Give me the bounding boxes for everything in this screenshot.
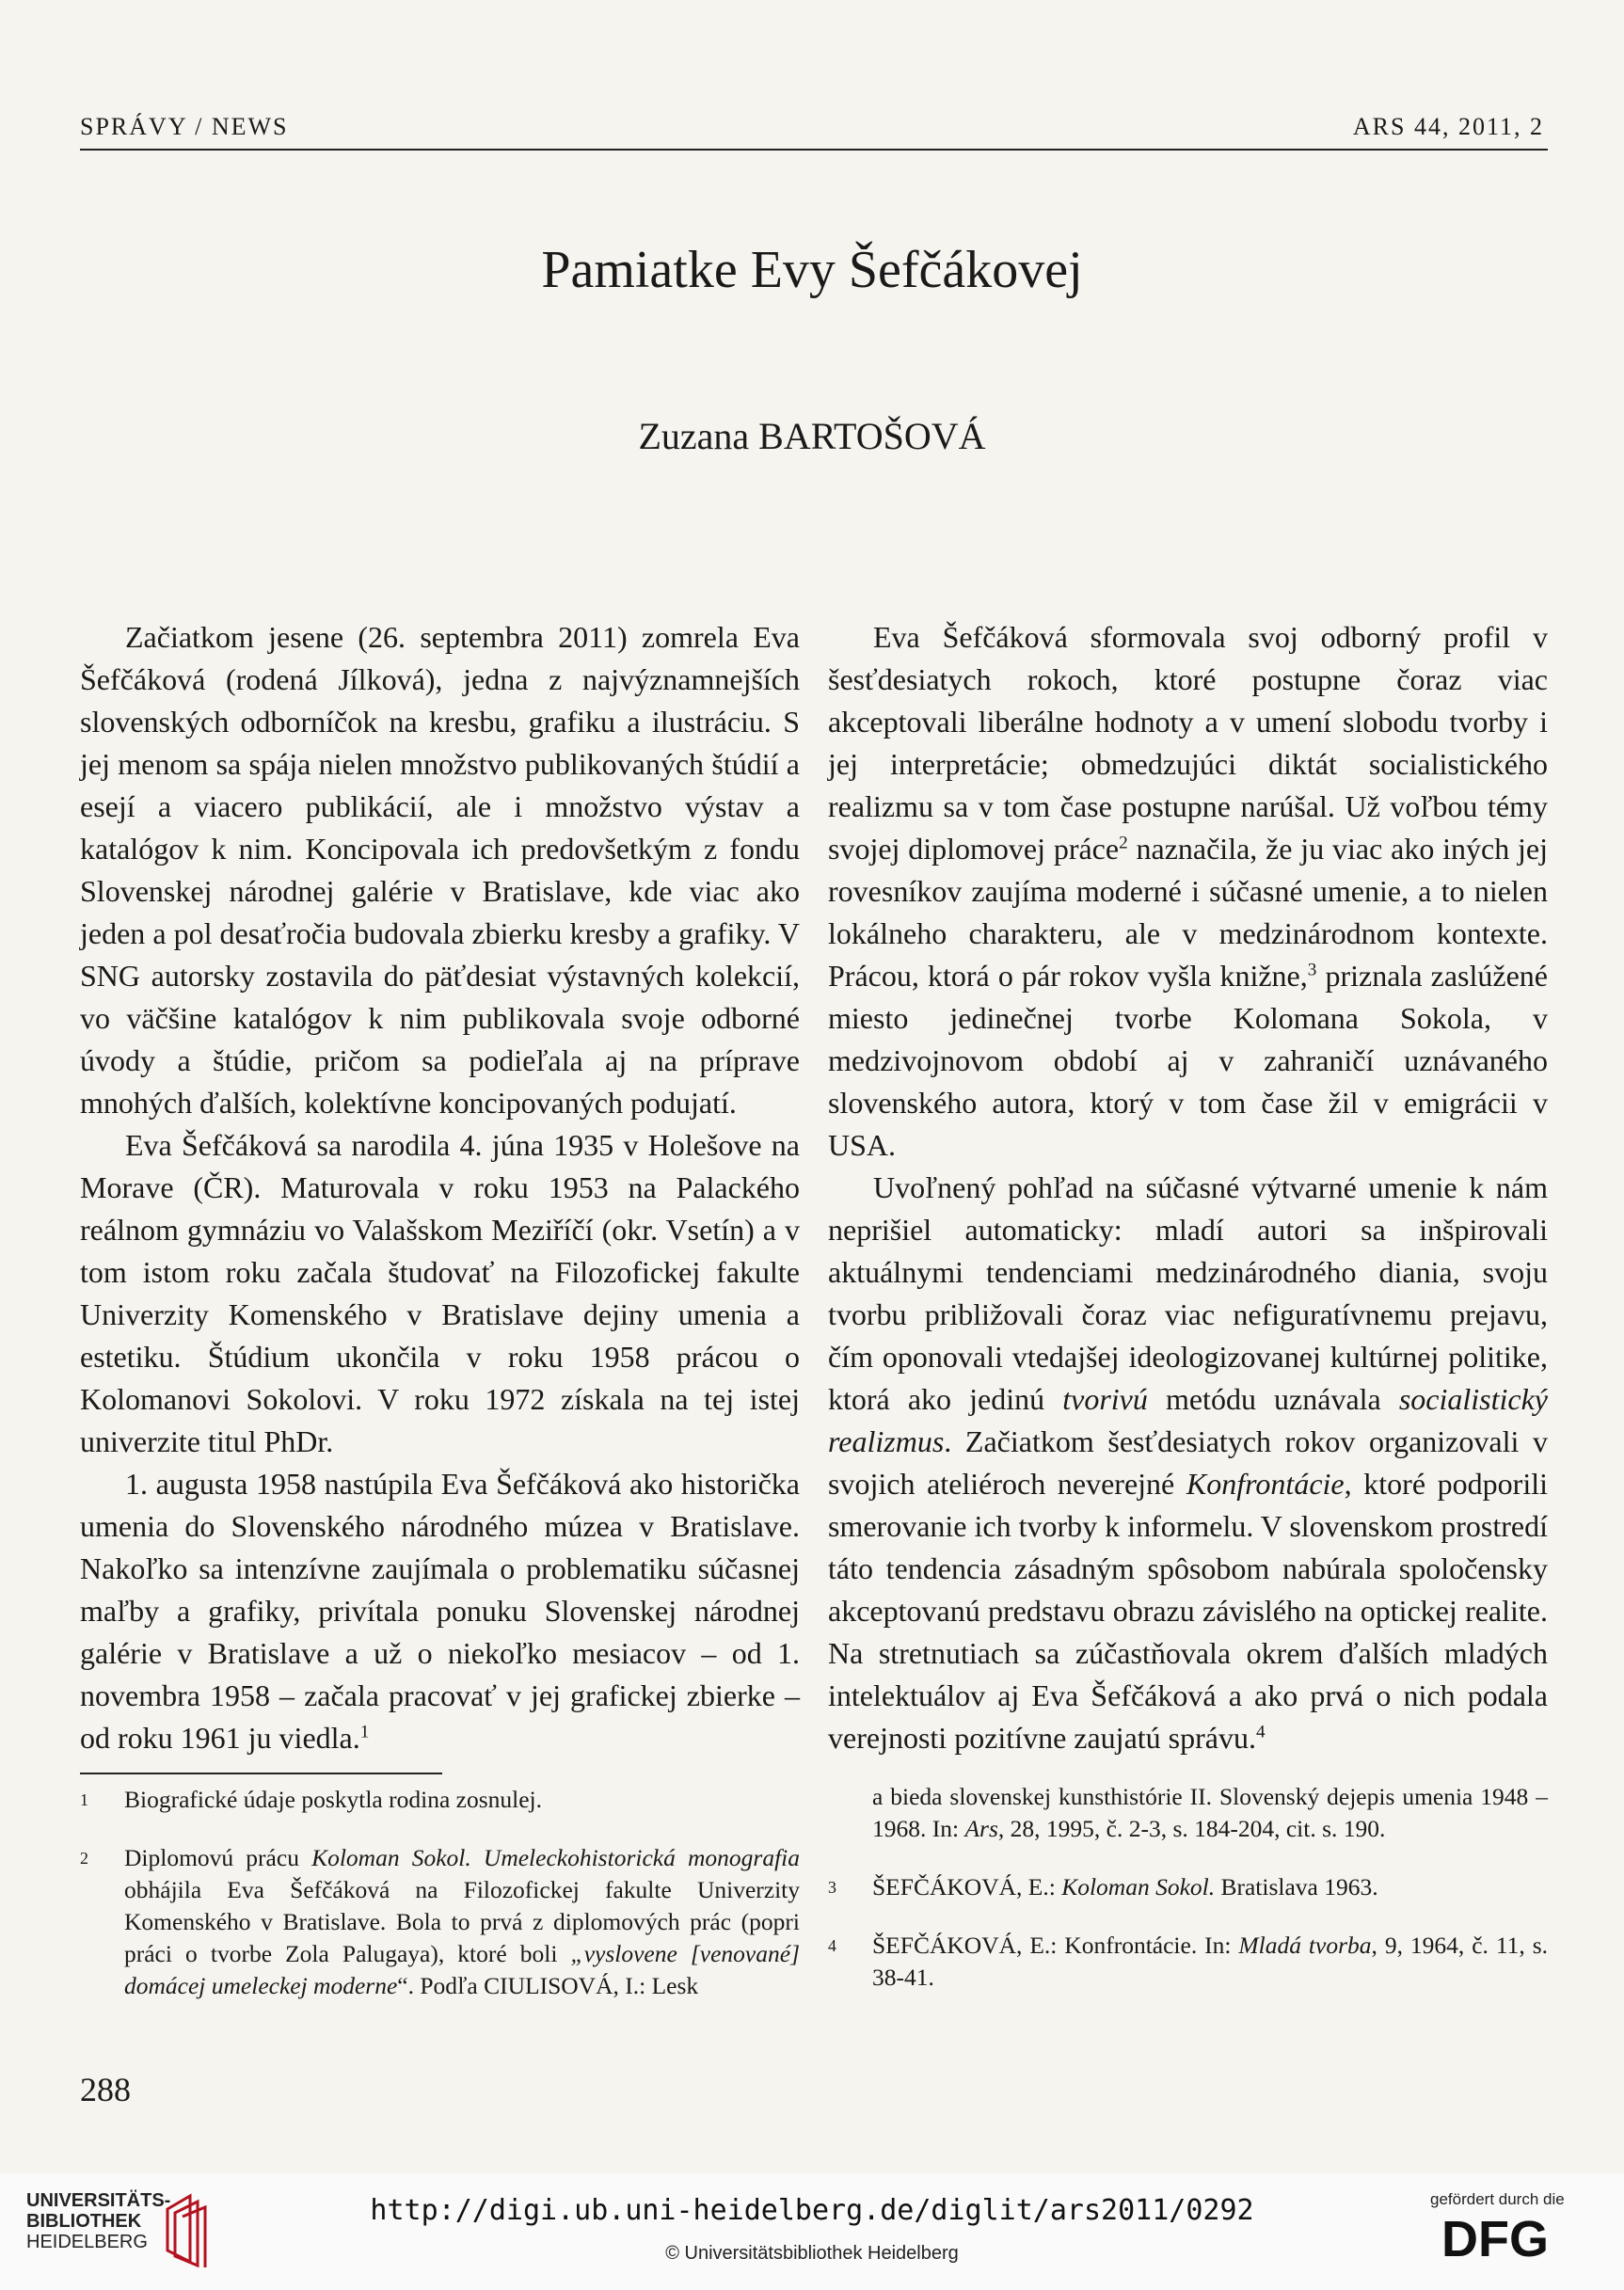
copyright-notice: © Universitätsbibliothek Heidelberg	[665, 2243, 959, 2264]
footnote-4: 4 ŠEFČÁKOVÁ, E.: Konfrontácie. In: Mladá tvorba, 9, 1964, č. 11, s. 38-41.	[828, 1932, 1548, 1991]
paragraph: Začiatkom jesene (26. septembra 2011) zomrela Eva Šefčáková (rodená Jílková), jedna z najvýznamnejších slovenských odborníčok na kresbu, grafiku a ilustráciu. S jej menom sa spája nielen množstvo publikovaných štúdií a esejí a viacero publikácií, ale i množstvo výstav a katalógov k nim. Koncipovala ich predovšetkým z fondu Slovenskej národnej galérie v Bratislave, kde viac ako jeden a pol desaťročia budovala zbierku kresby a grafiky. V SNG autorsky zostavila do päťdesiat výstavných kolekcií, vo väčšine katalógov k nim publikovala svoje odborné úvody a štúdie, pričom sa podieľala aj na príprave mnohých ďalších, kolektívne koncipovaných podujatí.	[80, 620, 800, 1120]
source-url-link[interactable]: http://digi.ub.uni-heidelberg.de/diglit/ars2011/0292	[370, 2194, 1254, 2227]
footnote-ref[interactable]: 3	[1307, 960, 1317, 980]
header-rule	[80, 149, 1548, 151]
library-logo[interactable]: UNIVERSITÄTS- BIBLIOTHEK HEIDELBERG	[26, 2190, 171, 2252]
footnotes-left	[80, 1784, 800, 2028]
footer-bar	[0, 2173, 1624, 2290]
article-author: Zuzana BARTOŠOVÁ	[638, 415, 986, 457]
paragraph: Eva Šefčáková sa narodila 4. júna 1935 v Holešove na Morave (ČR). Maturovala v roku 1953 na Palackého reálnom gymnáziu vo Valašskom Meziříčí (okr. Vsetín) a v tom istom roku začala študovať na Filozofickej fakulte Univerzity Komenského v Bratislave dejiny umenia a estetiku. Štúdium ukončila v roku 1958 prácou o Kolomanovi Sokolovi. V roku 1972 získala na tej istej univerzite titul PhDr.	[80, 1128, 800, 1458]
footnotes-right	[828, 1781, 1548, 2020]
footnote-2: 2 Diplomovú prácu Koloman Sokol. Umeleckohistorická monografia obhájila Eva Šefčáková na Filozofickej fakulte Univerzity Komenského v Bratislave. Bola to prvá z diplomových prác (popri práci o tvorbe Zola Palugaya), ktoré boli „vyslovene [venované] domácej umeleckej moderne“. Podľa CIULISOVÁ, I.: Lesk	[80, 1844, 800, 1999]
footnote-ref[interactable]: 1	[359, 1722, 370, 1742]
funding-note: gefördert durch die	[1430, 2190, 1565, 2208]
footnote-rule	[80, 1773, 442, 1774]
running-header-section: SPRÁVY / NEWS	[80, 113, 289, 140]
right-column	[828, 616, 1548, 1759]
footnote-ref[interactable]: 4	[1255, 1722, 1266, 1742]
paragraph: 1. augusta 1958 nastúpila Eva Šefčáková ako historička umenia do Slovenského národného múzea v Bratislave. Nakoľko sa intenzívne zaujímala o problematiku súčasnej maľby a grafiky, privítala ponuku Slovenskej národnej galérie v Bratislave a už o niekoľko mesiacov – od 1. novembra 1958 – začala pracovať v jej grafickej zbierke – od roku 1961 ju viedla.$^1$	[80, 1467, 800, 1755]
paragraph: Uvoľnený pohľad na súčasné výtvarné umenie k nám neprišiel automaticky: mladí autori sa inšpirovali aktuálnymi tendenciami medzinárodného diania, svoju tvorbu približovali čoraz viac nefiguratívnemu prejavu, čím oponovali vtedajšej ideologizovanej kultúrnej politike, ktorá ako jedinú tvorivú metódu uznávala socialistický realizmus. Začiatkom šesťdesiatych rokov organizovali v svojich ateliéroch neverejné Konfrontácie, ktoré podporili smerovanie ich tvorby k informelu. V slovenskom prostredí táto tendencia zásadným spôsobom nabúrala spoločensky akceptovanú predstavu obrazu závislého na optickej realite. Na stretnutiach sa zúčastňovala okrem ďalších mladých intelektuálov aj Eva Šefčáková a ako prvá o nich podala verejnosti pozitívne zaujatú správu.$^4$	[828, 1170, 1549, 1755]
dfg-logo-text: DFG	[1441, 2213, 1549, 2260]
footnote-1: 1 Biografické údaje poskytla rodina zosnulej.	[80, 1786, 542, 1813]
page-number: 288	[80, 2071, 131, 2108]
paragraph: Eva Šefčáková sformovala svoj odborný profil v šesťdesiatych rokoch, ktoré postupne čoraz viac akceptovali liberálne hodnoty a v umení slobodu tvorby i jej interpretácie; obmedzujúci diktát socialistického realizmu sa v tom čase postupne narúšal. Už voľbou témy svojej diplomovej práce$^2$ naznačila, že ju viac ako iných jej rovesníkov zaujíma moderné i súčasné umenie, a to nielen lokálneho charakteru, ale v medzinárodnom kontexte. Prácou, ktorá o pár rokov vyšla knižne,$^3$ priznala zaslúžené miesto jedinečnej tvorbe Kolomana Sokola, v medzivojnovom období aj v zahraničí uznávaného slovenského autora, ktorý v tom čase žil v emigrácii v USA.	[828, 620, 1549, 1162]
dfg-logo-icon[interactable]	[1441, 2213, 1573, 2260]
left-column	[80, 616, 800, 1759]
footnote-3: 3 ŠEFČÁKOVÁ, E.: Koloman Sokol. Bratislava 1963.	[828, 1873, 1378, 1900]
running-header-journal: ARS 44, 2011, 2	[1352, 113, 1544, 140]
footnote-2-continued: a bieda slovenskej kunsthistórie II. Slovenský dejepis umenia 1948 – 1968. In: Ars, 28, 1995, č. 2-3, s. 184-204, cit. s. 190.	[872, 1783, 1548, 1842]
article-title: Pamiatke Evy Šefčákovej	[541, 241, 1083, 299]
footnote-ref[interactable]: 2	[1119, 833, 1128, 853]
